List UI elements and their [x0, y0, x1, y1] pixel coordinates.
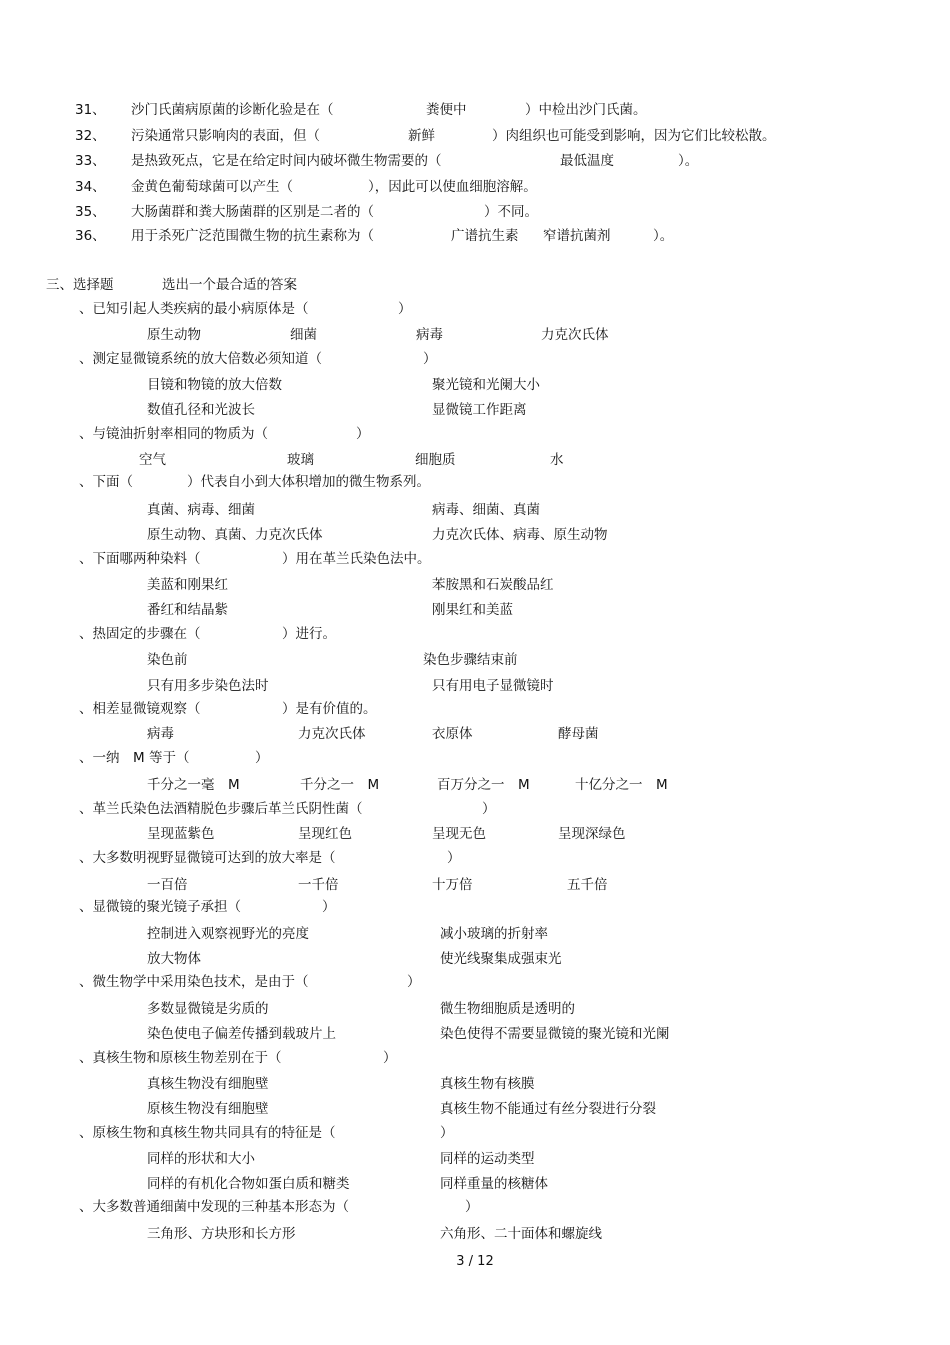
- question-stem: 、革兰氏染色法酒精脱色步骤后革兰氏阴性菌（: [79, 801, 363, 817]
- question-close: ）: [383, 1050, 397, 1066]
- question-stem: 、测定显微镜系统的放大倍数必须知道（: [79, 351, 322, 367]
- item-answer: 新鲜: [408, 128, 435, 144]
- option: 真核生物没有细胞壁: [147, 1076, 269, 1092]
- item-answer: 粪便中: [426, 102, 467, 118]
- option: 原生动物: [147, 327, 201, 343]
- option: 减小玻璃的折射率: [440, 926, 548, 942]
- option: 刚果红和美蓝: [432, 602, 513, 618]
- option: 番红和结晶紫: [147, 602, 228, 618]
- section-title: 三、选择题: [46, 277, 114, 293]
- question-stem: 、已知引起人类疾病的最小病原体是（: [79, 301, 309, 317]
- option: 十万倍: [432, 877, 473, 893]
- question-close: ）: [447, 850, 461, 866]
- option: 力克次氏体、病毒、原生动物: [432, 527, 608, 543]
- question-close: ）: [482, 801, 496, 817]
- item-text: 大肠菌群和粪大肠菌群的区别是二者的（: [131, 204, 374, 220]
- option: 细胞质: [415, 452, 456, 468]
- item-answer-2: 窄谱抗菌剂: [543, 228, 611, 244]
- item-close: ）不同。: [484, 204, 538, 220]
- item-text: 金黄色葡萄球菌可以产生（: [131, 179, 293, 195]
- option: 放大物体: [147, 951, 201, 967]
- option: 同样的形状和大小: [147, 1151, 255, 1167]
- question-stem: 、下面（: [79, 474, 133, 490]
- option: 原核生物没有细胞壁: [147, 1101, 269, 1117]
- option: 美蓝和刚果红: [147, 577, 228, 593]
- item-answer: 广谱抗生素: [451, 228, 519, 244]
- question-close: ）: [255, 750, 269, 766]
- option: 千分之一 M: [300, 777, 380, 793]
- option: 染色使电子偏差传播到载玻片上: [147, 1026, 336, 1042]
- question-close: ）: [398, 301, 412, 317]
- item-number: 34、: [75, 179, 106, 195]
- option: 病毒: [416, 327, 443, 343]
- option: 病毒: [147, 726, 174, 742]
- question-stem: 、大多数明视野显微镜可达到的放大率是（: [79, 850, 336, 866]
- question-stem: 、大多数普通细菌中发现的三种基本形态为（: [79, 1199, 349, 1215]
- option: 呈现蓝紫色: [147, 826, 215, 842]
- option: 千分之一毫 M: [147, 777, 240, 793]
- option: 只有用电子显微镜时: [432, 678, 554, 694]
- option: 呈现红色: [298, 826, 352, 842]
- item-number: 31、: [75, 102, 106, 118]
- item-number: 33、: [75, 153, 106, 169]
- option: 力克次氏体: [541, 327, 609, 343]
- question-stem: 、显微镜的聚光镜子承担（: [79, 899, 241, 915]
- option: 真核生物有核膜: [440, 1076, 535, 1092]
- question-close: ）: [356, 426, 370, 442]
- question-stem: 、一纳 M 等于（: [79, 750, 190, 766]
- question-stem: 、与镜油折射率相同的物质为（: [79, 426, 268, 442]
- option: 呈现深绿色: [558, 826, 626, 842]
- page-number: 3 / 12: [456, 1254, 494, 1269]
- option: 力克次氏体: [298, 726, 366, 742]
- question-close: ）: [423, 351, 437, 367]
- question-close: ）进行。: [282, 626, 336, 642]
- item-answer: 最低温度: [560, 153, 614, 169]
- item-close: ），因此可以使血细胞溶解。: [368, 179, 537, 195]
- item-number: 35、: [75, 204, 106, 220]
- question-stem: 、热固定的步骤在（: [79, 626, 201, 642]
- option: 苯胺黑和石炭酸品红: [432, 577, 554, 593]
- option: 控制进入观察视野光的亮度: [147, 926, 309, 942]
- option: 玻璃: [287, 452, 314, 468]
- option: 六角形、二十面体和螺旋线: [440, 1226, 602, 1242]
- question-close: ）: [440, 1125, 454, 1141]
- question-close: ）: [407, 974, 421, 990]
- question-stem: 、原核生物和真核生物共同具有的特征是（: [79, 1125, 336, 1141]
- option: 原生动物、真菌、力克次氏体: [147, 527, 323, 543]
- option: 三角形、方块形和长方形: [147, 1226, 296, 1242]
- item-text: 沙门氏菌病原菌的诊断化验是在（: [131, 102, 334, 118]
- question-close: ）: [322, 899, 336, 915]
- question-stem: 、微生物学中采用染色技术，是由于（: [79, 974, 309, 990]
- option: 一百倍: [147, 877, 188, 893]
- option: 衣原体: [432, 726, 473, 742]
- question-stem: 、真核生物和原核生物差别在于（: [79, 1050, 282, 1066]
- option: 使光线聚集成强束光: [440, 951, 562, 967]
- option: 细菌: [290, 327, 317, 343]
- option: 一千倍: [298, 877, 339, 893]
- item-number: 36、: [75, 228, 106, 244]
- option: 聚光镜和光阑大小: [432, 377, 540, 393]
- section-subtitle: 选出一个最合适的答案: [162, 277, 297, 293]
- question-close: ）是有价值的。: [282, 701, 377, 717]
- item-text: 是热致死点，它是在给定时间内破坏微生物需要的（: [131, 153, 442, 169]
- option: 微生物细胞质是透明的: [440, 1001, 575, 1017]
- item-text: 用于杀死广泛范围微生物的抗生素称为（: [131, 228, 374, 244]
- option: 真核生物不能通过有丝分裂进行分裂: [440, 1101, 656, 1117]
- question-stem: 、相差显微镜观察（: [79, 701, 201, 717]
- option: 显微镜工作距离: [432, 402, 527, 418]
- option: 呈现无色: [432, 826, 486, 842]
- question-close: ）用在革兰氏染色法中。: [282, 551, 431, 567]
- question-stem: 、下面哪两种染料（: [79, 551, 201, 567]
- option: 数值孔径和光波长: [147, 402, 255, 418]
- question-close: ）: [465, 1199, 479, 1215]
- item-close: ）中检出沙门氏菌。: [525, 102, 647, 118]
- item-text: 污染通常只影响肉的表面，但（: [131, 128, 320, 144]
- option: 同样的运动类型: [440, 1151, 535, 1167]
- option: 空气: [139, 452, 166, 468]
- option: 染色前: [147, 652, 188, 668]
- option: 目镜和物镜的放大倍数: [147, 377, 282, 393]
- option: 五千倍: [567, 877, 608, 893]
- option: 病毒、细菌、真菌: [432, 502, 540, 518]
- option: 染色使得不需要显微镜的聚光镜和光阑: [440, 1026, 670, 1042]
- option: 百万分之一 M: [437, 777, 530, 793]
- item-close: ）。: [653, 228, 674, 244]
- item-close: ）。: [678, 153, 699, 169]
- option: 水: [550, 452, 564, 468]
- option: 真菌、病毒、细菌: [147, 502, 255, 518]
- option: 十亿分之一 M: [575, 777, 668, 793]
- option: 酵母菌: [558, 726, 599, 742]
- option: 染色步骤结束前: [423, 652, 518, 668]
- question-close: ）代表自小到大体积增加的微生物系列。: [187, 474, 430, 490]
- item-number: 32、: [75, 128, 106, 144]
- item-close: ）肉组织也可能受到影响，因为它们比较松散。: [492, 128, 776, 144]
- option: 多数显微镜是劣质的: [147, 1001, 269, 1017]
- option: 同样的有机化合物如蛋白质和糖类: [147, 1176, 350, 1192]
- option: 同样重量的核糖体: [440, 1176, 548, 1192]
- option: 只有用多步染色法时: [147, 678, 269, 694]
